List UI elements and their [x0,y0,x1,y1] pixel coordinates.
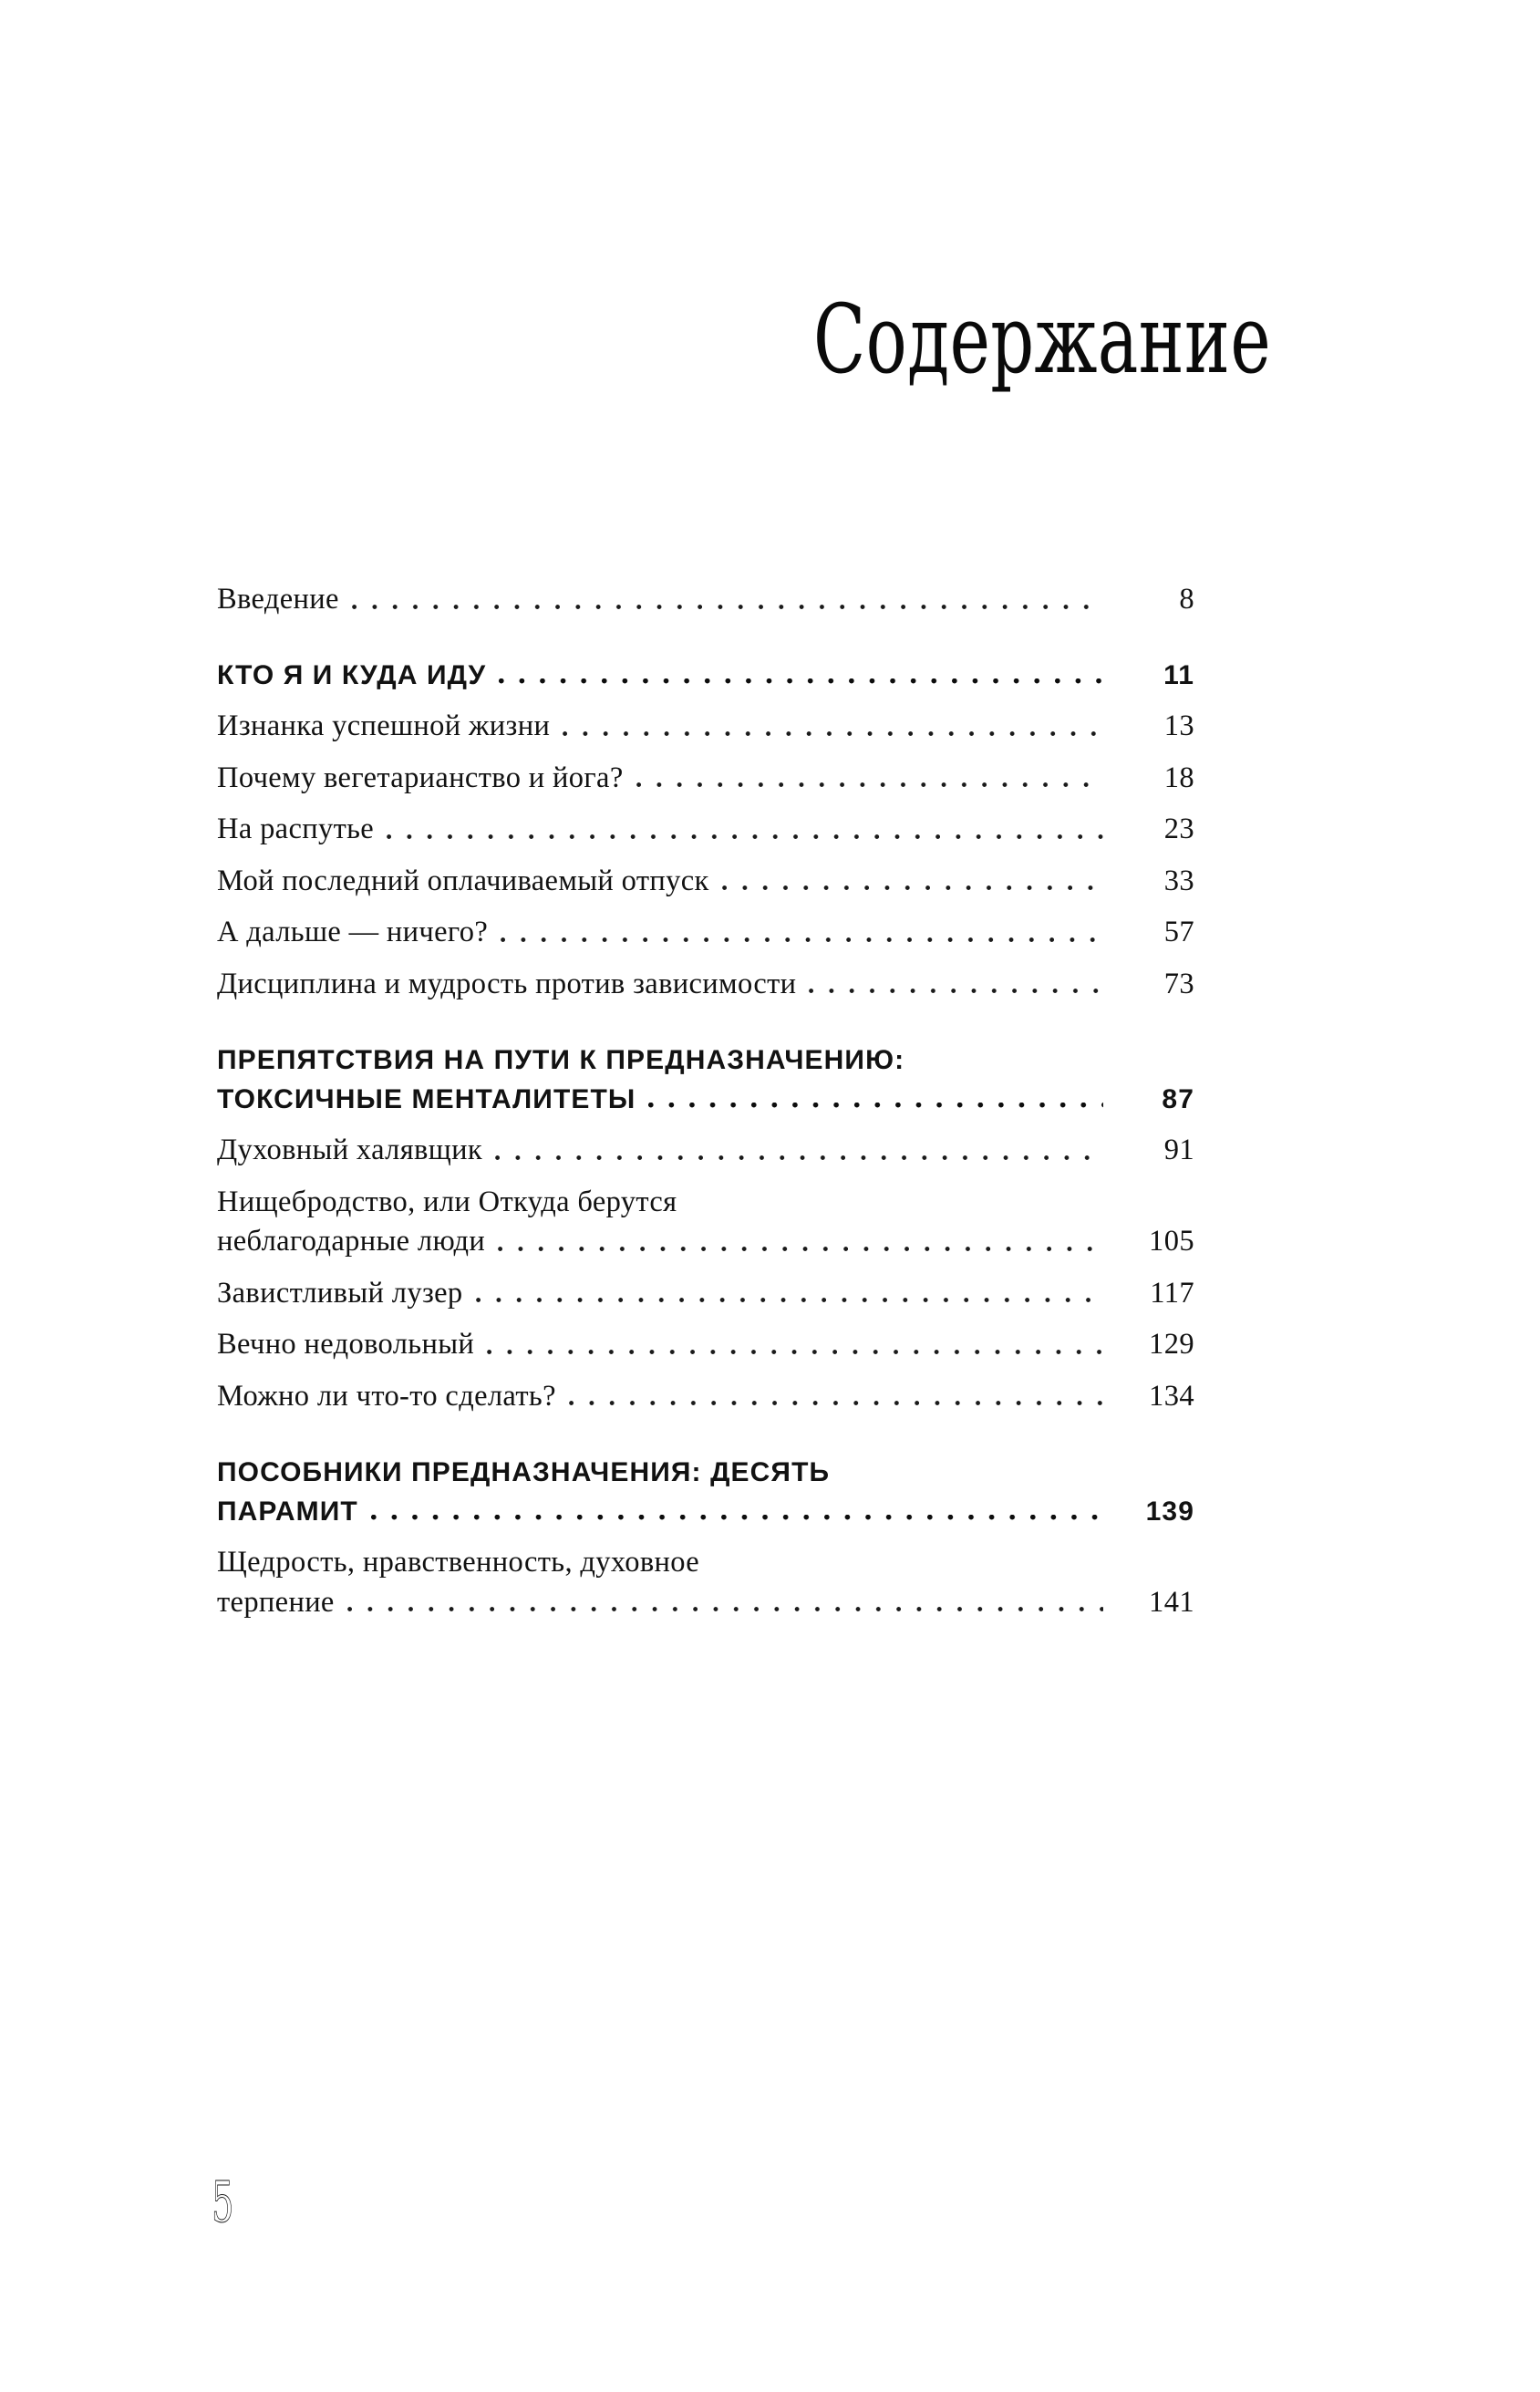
toc-entry-poverty[interactable] [217,1226,1194,1257]
spacer [217,1165,1194,1186]
spacer [217,1074,1194,1083]
toc-entry-label: На распутье [217,813,375,845]
toc-section-label: КТО Я И КУДА ИДУ [217,660,487,690]
dot-leader [347,1587,1103,1617]
toc-page-number: 91 [1163,1134,1194,1166]
toc-page-number: 18 [1163,761,1194,794]
dot-leader [722,865,1103,896]
dot-leader [495,1134,1103,1165]
toc-entry-label: Дисциплина и мудрость против зависимости [217,967,797,1000]
toc-section-who-am-i[interactable] [217,659,1194,690]
toc-entry-generosity-line1[interactable] [217,1547,1194,1578]
dot-leader [501,916,1103,947]
toc-entry-label: Почему вегетарианство и йога? [217,761,624,794]
toc-section-label: ПАРАМИТ [217,1496,358,1527]
toc-entry-label: Изнанка успешной жизни [217,709,551,742]
dot-leader [569,1381,1103,1411]
spacer [217,1257,1194,1278]
toc-entry-generosity[interactable] [217,1587,1194,1618]
toc-entry-discontent[interactable] [217,1329,1194,1360]
toc-entry-envious[interactable] [217,1278,1194,1309]
dot-leader [636,762,1103,792]
toc-entry-label: терпение [217,1585,335,1619]
toc-entry-label: Можно ли что-то сделать? [217,1379,556,1413]
dot-leader [498,1226,1103,1256]
dot-leader [712,1547,1103,1577]
dot-leader [352,584,1103,614]
toc-page-number: 134 [1149,1379,1194,1413]
toc-page-number: 23 [1163,813,1194,845]
toc-page-number: 33 [1163,864,1194,897]
spacer [217,999,1194,1043]
folio-page-number: 5 [212,2169,234,2235]
dot-leader [648,1083,1103,1113]
toc-entry-freeloader[interactable] [217,1134,1194,1165]
toc-page-number: 11 [1163,660,1194,690]
toc-entry-crossroads[interactable] [217,813,1194,844]
toc-section-helpers-line1[interactable] [217,1455,1194,1486]
spacer [217,741,1194,762]
toc-entry-can-do[interactable] [217,1381,1194,1412]
dot-leader [809,968,1103,999]
toc-entry-last-vacation[interactable] [217,865,1194,896]
toc-section-label: ПРЕПЯТСТВИЯ НА ПУТИ К ПРЕДНАЗНАЧЕНИЮ: [217,1044,905,1075]
spacer [217,1526,1194,1547]
dot-leader [917,1043,1103,1073]
toc-page-number: 87 [1162,1084,1194,1114]
dot-leader [842,1455,1103,1486]
toc-entry-label: Духовный халявщик [217,1134,482,1166]
toc-entry-label: неблагодарные люди [217,1225,486,1258]
toc-entry-poverty-line1[interactable] [217,1186,1194,1217]
toc-page-number: 73 [1163,967,1194,1000]
spacer [217,792,1194,813]
toc-entry-what-next[interactable] [217,916,1194,947]
spacer [217,1308,1194,1329]
spacer [217,1113,1194,1134]
toc-section-label: ТОКСИЧНЫЕ МЕНТАЛИТЕТЫ [217,1084,636,1114]
toc-page-number: 57 [1163,916,1194,948]
toc-entry-label: Щедрость, нравственность, духовное [217,1546,700,1579]
spacer [217,1578,1194,1587]
toc-page-number: 105 [1149,1225,1194,1258]
toc-page-number: 129 [1149,1328,1194,1361]
page-title: Содержание [813,284,1271,395]
spacer [217,1486,1194,1496]
toc-page-number: 8 [1179,583,1194,616]
toc-entry-label: Нищебродство, или Откуда берутся [217,1185,677,1218]
dot-leader [487,1329,1103,1359]
toc-entry-label: А дальше — ничего? [217,916,489,948]
toc-entry-introduction[interactable] [217,584,1194,615]
spacer [217,1411,1194,1455]
toc-page-number: 139 [1145,1496,1194,1527]
toc-entry-label: Вечно недовольный [217,1328,475,1361]
spacer [217,896,1194,916]
toc-entry-label: Завистливый лузер [217,1276,463,1310]
toc-section-helpers[interactable] [217,1496,1194,1527]
dot-leader [476,1278,1103,1308]
toc-entry-label: Введение [217,583,339,616]
toc-entry-why-veg-yoga[interactable] [217,762,1194,793]
spacer [217,689,1194,710]
toc-page-number: 117 [1150,1276,1194,1310]
spacer [217,1360,1194,1381]
table-of-contents [217,584,1194,1617]
spacer [217,844,1194,865]
toc-entry-label: Мой последний оплачиваемый отпуск [217,864,709,897]
dot-leader [371,1496,1103,1526]
toc-section-obstacles[interactable] [217,1083,1194,1114]
toc-entry-flip-side[interactable] [217,710,1194,741]
toc-page-number: 13 [1163,709,1194,742]
dot-leader [689,1186,1103,1217]
spacer [217,947,1194,968]
toc-entry-discipline[interactable] [217,968,1194,999]
spacer [217,615,1194,659]
dot-leader [499,659,1103,689]
dot-leader [563,710,1103,740]
toc-section-obstacles-line1[interactable] [217,1043,1194,1074]
dot-leader [387,813,1103,844]
toc-section-label: ПОСОБНИКИ ПРЕДНАЗНАЧЕНИЯ: ДЕСЯТЬ [217,1456,831,1487]
toc-page-number: 141 [1149,1585,1194,1619]
